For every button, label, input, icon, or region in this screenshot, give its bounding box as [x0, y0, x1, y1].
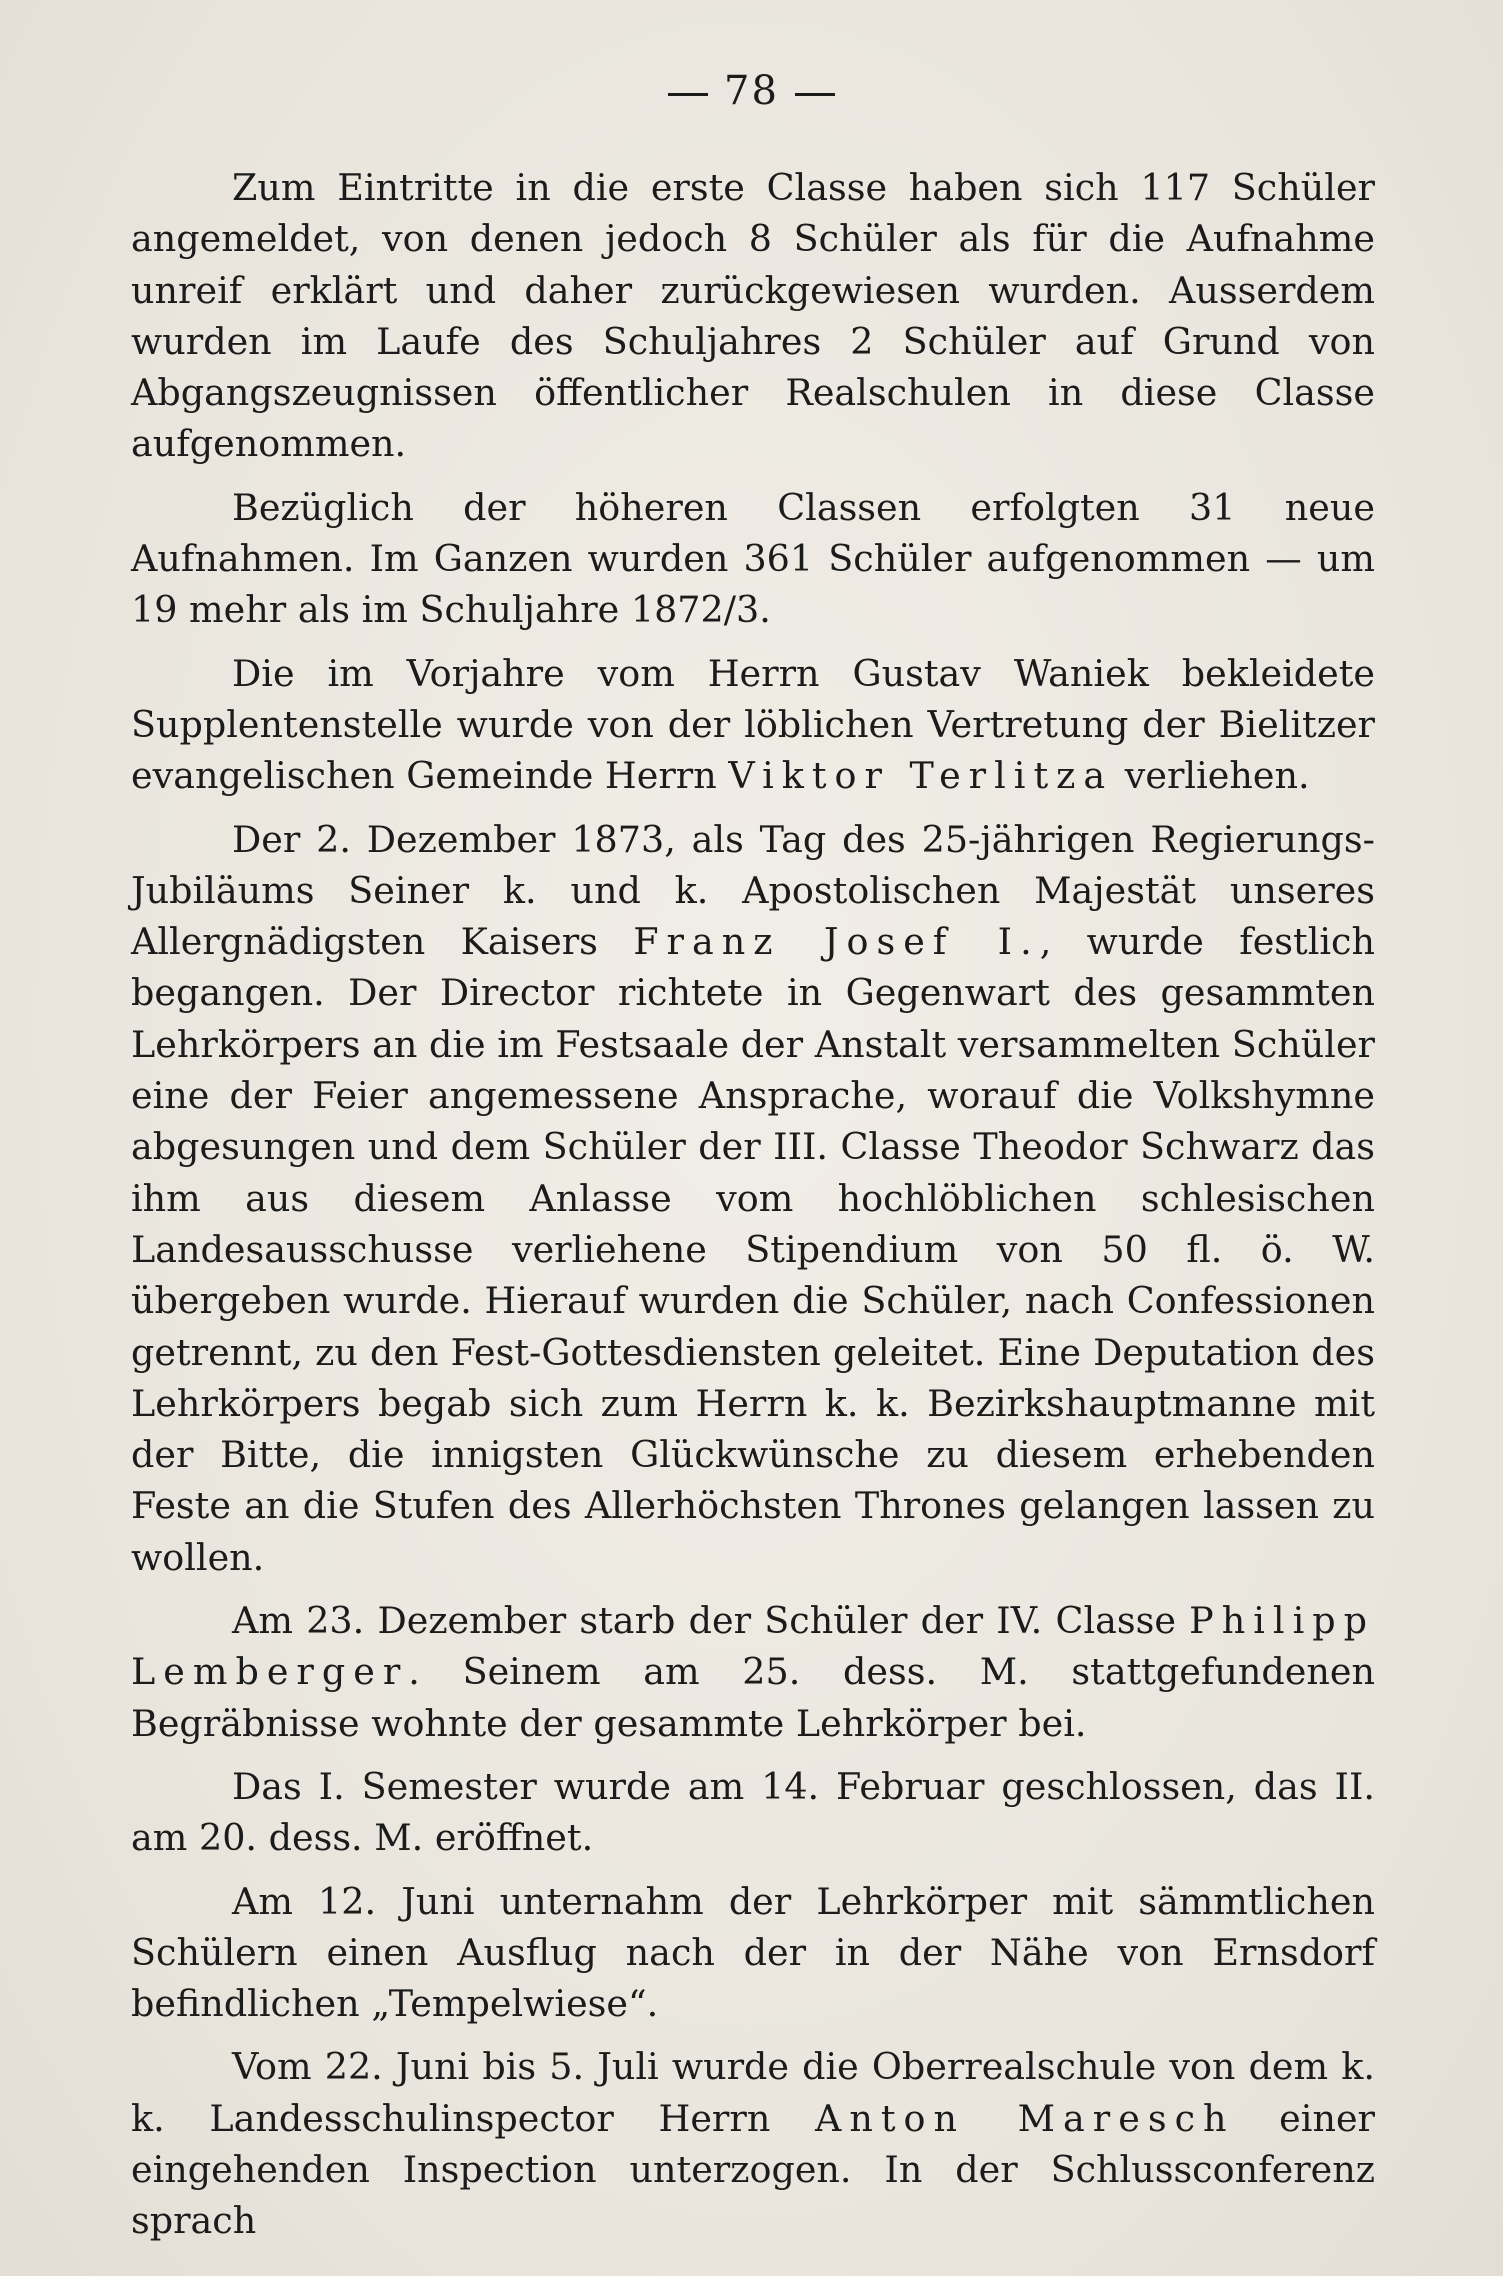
paragraph [131, 2041, 1375, 2246]
text-segment: Die im Vorjahre vom Herrn Gustav Waniek bekleidete Supplentenstelle wurde von der löblichen Vertretung der Bielitzer evangelischen Gemeinde Herrn [131, 651, 1375, 798]
left-dash [668, 93, 708, 96]
paragraph [131, 1595, 1375, 1749]
spaced-name: Philipp Lemberger [131, 1599, 1375, 1694]
paragraph [131, 814, 1375, 1583]
text-segment: Der 2. Dezember 1873, als Tag des 25-jährigen Regierungs-Jubiläums Seiner k. und k. Apostolischen Majestät unseres Allergnädigsten Kaisers [131, 817, 1375, 964]
paragraph [131, 482, 1375, 636]
paragraph [131, 1876, 1375, 2030]
text-segment: , wurde festlich begangen. Der Director richtete in Gegenwart des gesammten Lehrkörpers an die im Festsaale der Anstalt versammelten Schüler eine der Feier angemessene Ansprache, worauf die Volkshymne abgesungen und dem Schüler der III. Classe Theodor Schwarz das ihm aus diesem Anlasse vom hochlöblichen schlesischen Landesausschusse verliehene Stipendium von 50 fl. ö. W. übergeben wurde. Hierauf wurden die Schüler, nach Confessionen getrennt, zu den Fest-Gottesdiensten geleitet. Eine Deputation des Lehrkörpers begab sich zum Herrn k. k. Bezirkshauptmanne mit der Bitte, die innigsten Glückwünsche zu diesem erhebenden Feste an die Stufen des Allerhöchsten Thrones gelangen lassen zu wollen. [131, 920, 1375, 1579]
text-segment: verliehen. [1113, 754, 1310, 798]
paragraph [131, 162, 1375, 470]
spaced-name: Viktor Terlitza [728, 754, 1114, 798]
paragraph [131, 1761, 1375, 1864]
spaced-name: Anton Maresch [814, 2096, 1235, 2140]
text-segment: . Seinem am 25. dess. M. stattgefundenen Begräbnisse wohnte der gesammte Lehrkörper bei. [131, 1650, 1375, 1745]
text-segment: Bezüglich der höheren Classen erfolgten 31 neue Aufnahmen. Im Ganzen wurden 361 Schüler aufgenommen — um 19 mehr als im Schuljahre 1872/3. [131, 485, 1375, 632]
text-segment: Am 23. Dezember starb der Schüler der IV. Classe [232, 1599, 1190, 1643]
text-segment: einer eingehenden Inspection unterzogen. In der Schlussconferenz sprach [131, 2096, 1375, 2243]
text-segment: Das I. Semester wurde am 14. Februar geschlossen, das II. am 20. dess. M. eröffnet. [131, 1764, 1375, 1860]
page-number: 78 [724, 68, 779, 114]
text-segment: Am 12. Juni unternahm der Lehrkörper mit sämmtlichen Schülern einen Ausflug nach der in der Nähe von Ernsdorf befindlichen „Tempelwiese“. [131, 1879, 1375, 2026]
paragraph [131, 648, 1375, 802]
text-segment: Vom 22. Juni bis 5. Juli wurde die Oberrealschule von dem k. k. Landesschulinspector Herrn [131, 2045, 1375, 2140]
page-number-header [0, 68, 1503, 114]
right-dash [795, 93, 835, 96]
body-text [131, 162, 1375, 2247]
text-segment: Zum Eintritte in die erste Classe haben sich 117 Schüler angemeldet, von denen jedoch 8 Schüler als für die Aufnahme unreif erklärt und daher zurückgewiesen wurden. Ausserdem wurden im Laufe des Schuljahres 2 Schüler auf Grund von Abgangszeugnissen öffentlicher Realschulen in diese Classe aufgenommen. [131, 166, 1375, 466]
spaced-name: Franz Josef I. [633, 920, 1040, 964]
